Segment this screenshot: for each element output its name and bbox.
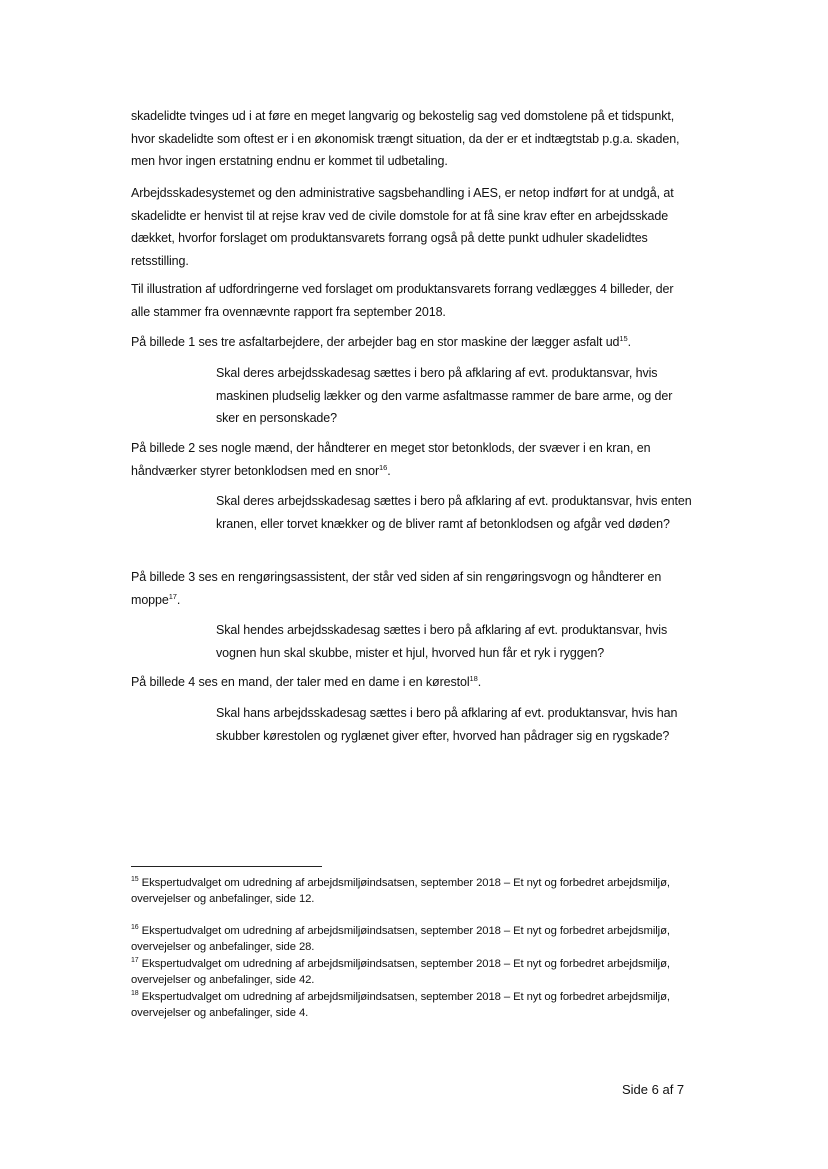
footnote-separator <box>131 866 322 867</box>
footnote-ref-16[interactable]: 16 <box>379 462 388 472</box>
question-3: Skal hendes arbejdsskadesag sættes i bero på afklaring af evt. produktansvar, hvis vognen hun skal skubbe, mister et hjul, hvorved hun får et ryk i ryggen? <box>216 623 668 660</box>
footnote-15: $^{15}$ Ekspertudvalget om udredning af arbejdsmiljøindsatsen, september 2018 – Et nyt og forbedret arbejdsmiljø, overvejelser og anbefalinger, side 12. <box>131 876 670 906</box>
footnote-ref-17[interactable]: 17 <box>168 591 177 601</box>
footnote-17: $^{17}$ Ekspertudvalget om udredning af arbejdsmiljøindsatsen, september 2018 – Et nyt og forbedret arbejdsmiljø, overvejelser og anbefalinger, side 42. <box>131 957 670 987</box>
footnote-18: $^{18}$ Ekspertudvalget om udredning af arbejdsmiljøindsatsen, september 2018 – Et nyt og forbedret arbejdsmiljø, overvejelser og anbefalinger, side 4. <box>131 990 670 1020</box>
paragraph-billede-1: På billede 1 ses tre asfaltarbejdere, der arbejder bag en stor maskine der lægger asfalt $ud^{15}$. <box>131 333 631 349</box>
paragraph-1: skadelidte tvinges ud i at føre en meget langvarig og bekostelig sag ved domstolene på et tidspunkt, hvor skadelidte som oftest er i en økonomisk trængt situation, da der er et indtægtstab p.g.a. skaden, men hvor ingen erstatning endnu er kommet til udbetaling. <box>131 109 680 168</box>
question-4: Skal hans arbejdsskadesag sættes i bero på afklaring af evt. produktansvar, hvis han skubber kørestolen og ryglænet giver efter, hvorved han pådrager sig en rygskade? <box>216 706 678 743</box>
footnote-ref-15[interactable]: 15 <box>619 333 628 343</box>
page-number: Side 6 af 7 <box>622 1082 685 1097</box>
question-2: Skal deres arbejdsskadesag sættes i bero på afklaring af evt. produktansvar, hvis enten kranen, eller torvet knækker og de bliver ramt af betonklodsen og afgår ved døden? <box>216 494 692 531</box>
footnote-16: $^{16}$ Ekspertudvalget om udredning af arbejdsmiljøindsatsen, september 2018 – Et nyt og forbedret arbejdsmiljø, overvejelser og anbefalinger, side 28. <box>131 924 670 954</box>
paragraph-billede-3: På billede 3 ses en rengøringsassistent, der står ved siden af sin rengøringsvogn og håndterer en moppe$^{17}$. <box>131 570 662 607</box>
question-1: Skal deres arbejdsskadesag sættes i bero på afklaring af evt. produktansvar, hvis maskinen pludselig lækker og den varme asfaltmasse rammer de bare arme, og der sker en personskade? <box>216 366 673 425</box>
paragraph-2: Arbejdsskadesystemet og den administrative sagsbehandling i AES, er netop indført for at undgå, at skadelidte er henvist til at rejse krav ved de civile domstole for at få sine krav efter en arbejdsskade dækket, hvorfor forslaget om produktansvarets forrang også på dette punkt udhuler skadelidtes retsstilling. <box>131 186 674 268</box>
footnote-ref-18[interactable]: 18 <box>469 673 478 683</box>
paragraph-3: Til illustration af udfordringerne ved forslaget om produktansvarets forrang vedlægges 4 billeder, der alle stammer fra ovennævnte rapport fra september 2018. <box>131 282 674 319</box>
paragraph-billede-4: På billede 4 ses en mand, der taler med en dame i en kørestol$^{18}$. <box>131 673 482 689</box>
paragraph-billede-2: På billede 2 ses nogle mænd, der håndterer en meget stor betonklods, der svæver i en kran, en håndværker styrer betonklodsen med en snor$^{16}$. <box>131 441 651 478</box>
